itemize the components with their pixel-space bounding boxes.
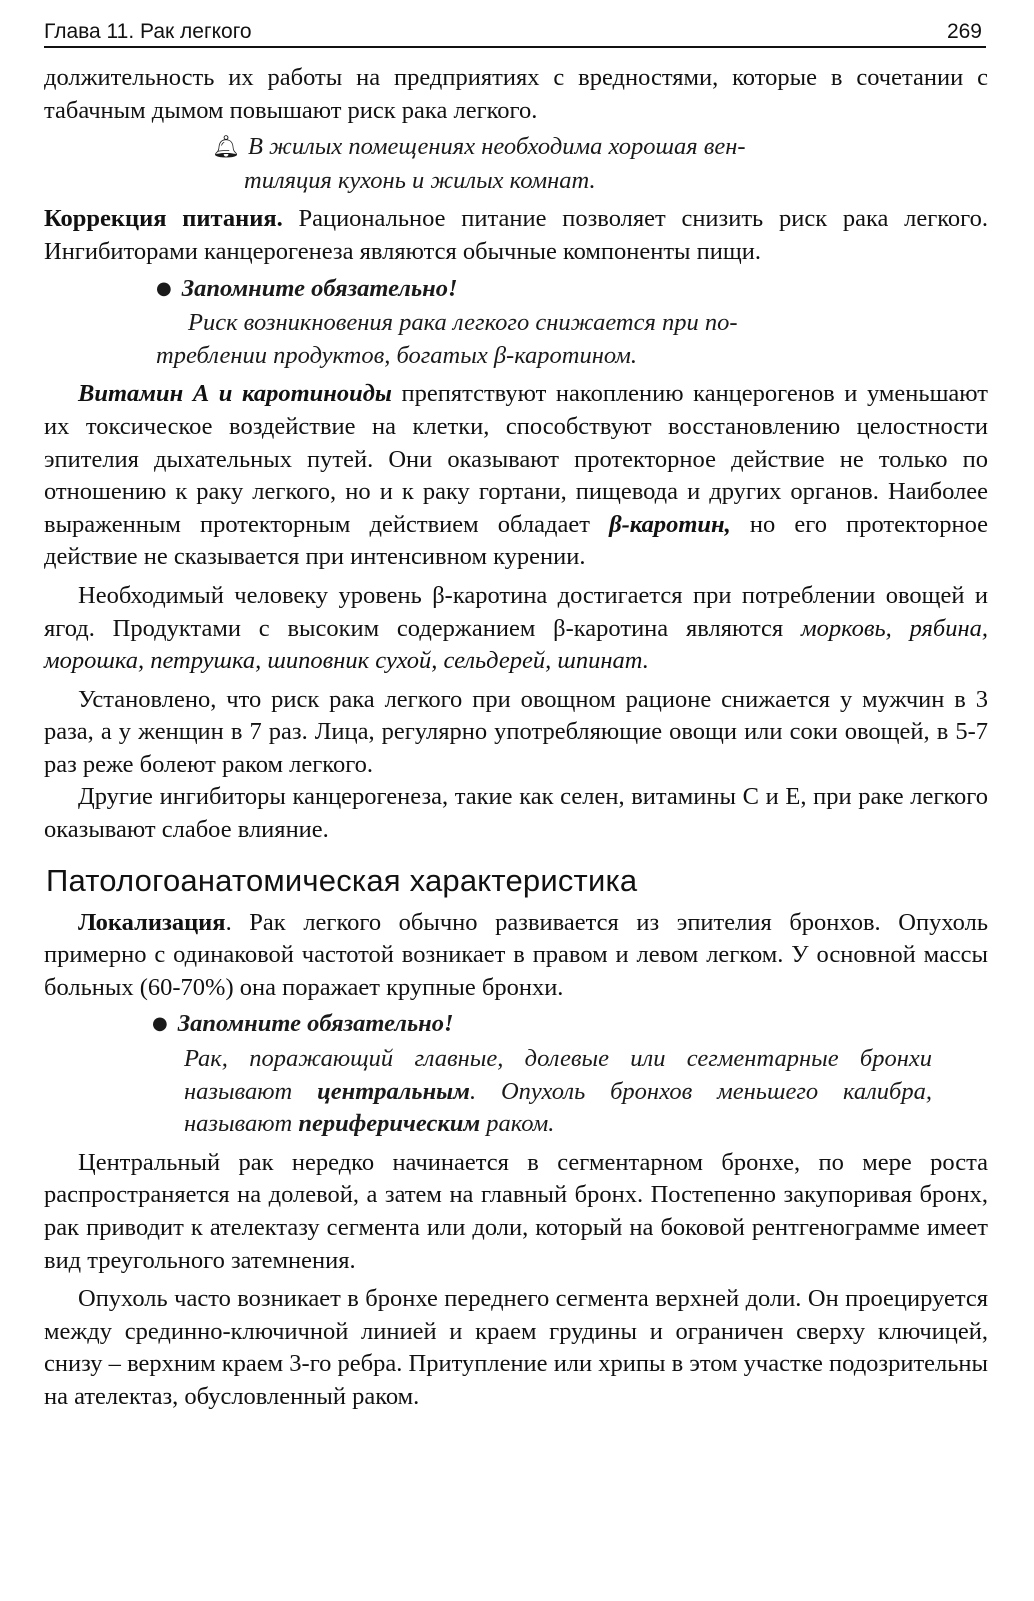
running-header [44,16,986,48]
paragraph-localization: Локализация. Рак легкого обычно развивается из эпителия бронхов. Опухоль примерно с одинаковой частотой возникает в правом и левом легком. У основной массы больных (60-70%) она поражает крупные бронхи. [44,908,988,1001]
paragraph-vegetable-diet: Установлено, что риск рака легкого при овощном рационе снижается у мужчин в 3 раза, а у женщин в 7 раз. Лица, регулярно употребляющие овощи или соки овощей, в 5-7 раз реже болеют раком легкого. [44,685,988,778]
term-vitamin-a: Витамин А и каротиноиды [78,380,392,408]
term-central: центральным [317,1077,470,1105]
remember-title-2: Запомните обязательно! [177,1010,454,1038]
remember-2-text: Рак, поражающий главные, долевые или сегментарные бронхи называют центральным. Опухоль бронхов меньшего калибра, называют периферическим раком. [184,1045,932,1138]
bullet-icon: ● [152,1013,168,1035]
food-list: морковь, рябина, морошка, петрушка, шиповник сухой, сельдерей, шпинат. [44,614,988,675]
chapter-title: Глава 11. Рак легкого [44,20,252,43]
note-box [212,131,988,197]
paragraph-other-inhibitors: Другие ингибиторы канцерогенеза, такие как селен, витамины С и Е, при раке легкого оказывают слабое влияние. [44,783,988,844]
paragraph-1: должительность их работы на предприятиях с вредностями, которые в сочетании с табачным дымом повышают риск рака легкого. [44,64,988,124]
page-body [44,62,988,1414]
paragraph-central-cancer: Центральный рак нередко начинается в сегментарном бронхе, по мере роста распространяется на долевой, а затем на главный бронх. Постепенно закупоривая бронх, рак приводит к ателектазу сегмента или доли, который на боковой рентгенограмме имеет вид треугольного затемнения. [44,1148,988,1274]
paragraph-nutrition: Коррекция питания. Рациональное питание позволяет снизить риск рака легкого. Ингибиторами канцерогенеза являются обычные компоненты пищи. [44,205,988,265]
remember-title-1: Запомните обязательно! [181,274,458,302]
remember-1-line-2: треблении продуктов, богатых β-каротином. [156,341,637,369]
paragraph-anterior-segment: Опухоль часто возникает в бронхе переднего сегмента верхней доли. Он проецируется между срединно-ключичной линией и краем грудины и ограничен сверху ключицей, снизу – верхним краем 3-го ребра. Притупление или хрипы в этом участке подозрительны на ателектаз, обусловленный раком. [44,1285,988,1410]
term-beta-carotene: β-каротин, [609,510,731,538]
paragraph-beta-carotene: Необходимый человеку уровень β-каротина достигается при потреблении овощей и ягод. Продуктами с высоким содержанием β-каротина являются морковь, рябина, морошка, петрушка, шиповник сухой, сельдерей, шпинат. [44,581,988,675]
term-nutrition: Коррекция питания. [44,205,283,233]
remember-1-line-1: Риск возникновения рака легкого снижается при по- [188,309,738,337]
term-localization: Локализация [78,908,226,936]
paragraph-vitamin-a: Витамин А и каротиноиды препятствуют накоплению канцерогенов и уменьшают их токсическое воздействие на клетки, способствуют восстановлению целостности эпителия дыхательных путей. Они оказывают протекторное действие не только по отношению к раку легкого, но и к раку гортани, пищевода и других органов. Наиболее выраженным протекторным действием обладает β-каротин, но его протекторное действие не сказывается при интенсивном курении. [44,380,988,571]
section-title: Патологоанатомическая характеристика [46,862,638,898]
term-peripheral: периферическим [298,1110,481,1138]
remember-box-2 [152,1008,932,1140]
page-number: 269 [946,20,982,43]
note-line-1: В жилых помещениях необходима хорошая вен- [247,133,746,161]
note-icon: 🔔︎ [212,135,240,161]
remember-box-1 [156,273,988,373]
note-line-2: тиляция кухонь и жилых комнат. [244,166,596,194]
bullet-icon: ● [156,277,172,299]
